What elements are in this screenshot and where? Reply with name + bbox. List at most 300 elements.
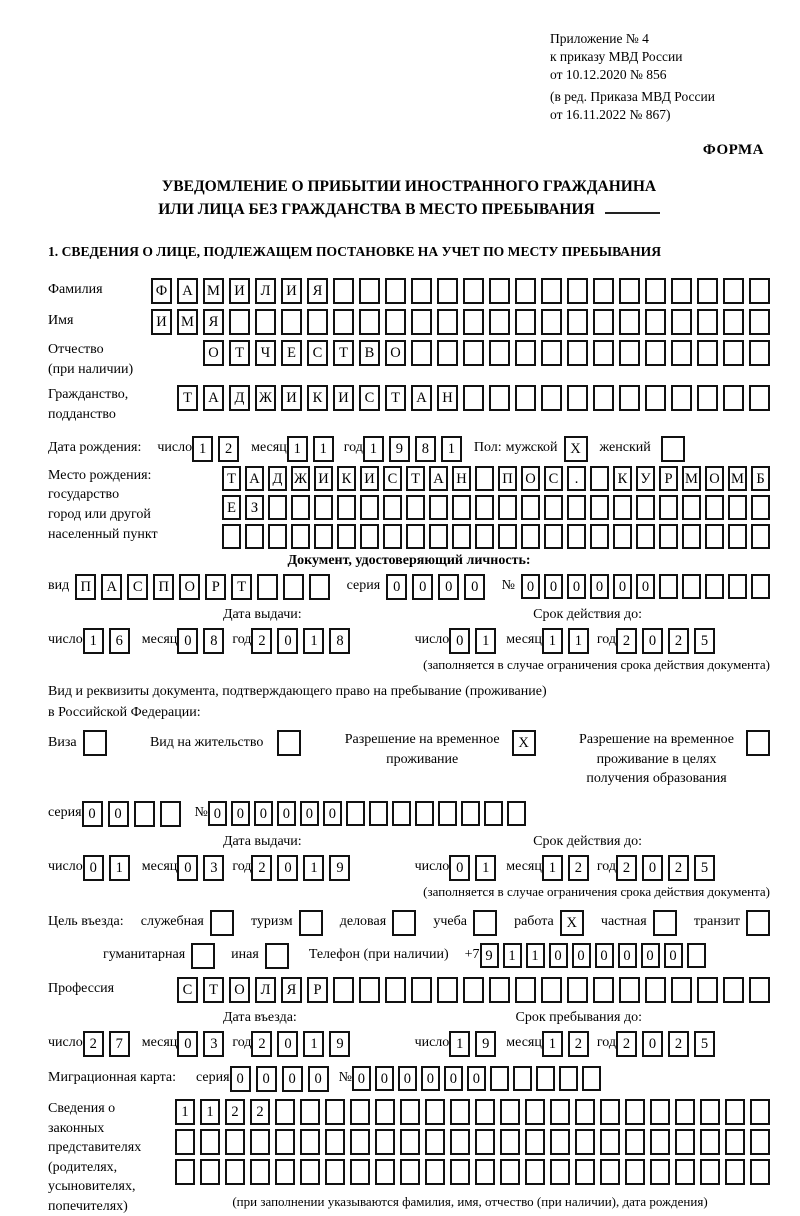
- char-box[interactable]: 8: [203, 628, 224, 654]
- char-box[interactable]: [613, 524, 632, 549]
- char-box[interactable]: [415, 801, 434, 826]
- char-box[interactable]: 9: [329, 1031, 350, 1057]
- char-box[interactable]: 0: [613, 574, 632, 599]
- char-box[interactable]: И: [314, 466, 333, 491]
- char-box[interactable]: [275, 1129, 295, 1155]
- char-box[interactable]: [385, 309, 406, 335]
- char-box[interactable]: С: [383, 466, 402, 491]
- char-box[interactable]: К: [613, 466, 632, 491]
- char-box[interactable]: [567, 340, 588, 366]
- char-box[interactable]: [525, 1099, 545, 1125]
- char-box[interactable]: 0: [444, 1066, 463, 1091]
- char-box[interactable]: 2: [83, 1031, 104, 1057]
- char-box[interactable]: [590, 466, 609, 491]
- char-box[interactable]: [636, 524, 655, 549]
- char-box[interactable]: [645, 340, 666, 366]
- char-box[interactable]: [671, 977, 692, 1003]
- char-box[interactable]: [359, 278, 380, 304]
- char-box[interactable]: 0: [449, 855, 470, 881]
- char-box[interactable]: [325, 1099, 345, 1125]
- char-box[interactable]: [682, 574, 701, 599]
- char-box[interactable]: [300, 1099, 320, 1125]
- char-box[interactable]: [671, 385, 692, 411]
- char-box[interactable]: [593, 278, 614, 304]
- char-box[interactable]: [575, 1099, 595, 1125]
- char-box[interactable]: [500, 1129, 520, 1155]
- char-box[interactable]: [337, 524, 356, 549]
- char-box[interactable]: 6: [109, 628, 130, 654]
- char-box[interactable]: [550, 1099, 570, 1125]
- checkbox-purpose-business[interactable]: [392, 910, 416, 936]
- char-box[interactable]: [333, 309, 354, 335]
- char-box[interactable]: О: [203, 340, 224, 366]
- char-box[interactable]: [255, 309, 276, 335]
- char-box[interactable]: [383, 524, 402, 549]
- char-box[interactable]: [513, 1066, 532, 1091]
- char-box[interactable]: Я: [281, 977, 302, 1003]
- char-box[interactable]: 1: [313, 436, 334, 462]
- char-box[interactable]: О: [521, 466, 540, 491]
- char-box[interactable]: 8: [415, 436, 436, 462]
- char-box[interactable]: [525, 1129, 545, 1155]
- char-box[interactable]: [728, 574, 747, 599]
- char-box[interactable]: А: [177, 278, 198, 304]
- char-box[interactable]: [490, 1066, 509, 1091]
- char-box[interactable]: [541, 385, 562, 411]
- char-box[interactable]: Н: [452, 466, 471, 491]
- char-box[interactable]: [463, 977, 484, 1003]
- char-box[interactable]: [281, 309, 302, 335]
- char-box[interactable]: 1: [303, 1031, 324, 1057]
- char-box[interactable]: 0: [521, 574, 540, 599]
- char-box[interactable]: К: [307, 385, 328, 411]
- char-box[interactable]: [498, 524, 517, 549]
- char-box[interactable]: .: [567, 466, 586, 491]
- char-box[interactable]: А: [245, 466, 264, 491]
- char-box[interactable]: П: [498, 466, 517, 491]
- char-box[interactable]: [675, 1159, 695, 1185]
- char-box[interactable]: Т: [177, 385, 198, 411]
- checkbox-purpose-study[interactable]: [473, 910, 497, 936]
- char-box[interactable]: 0: [664, 943, 683, 968]
- char-box[interactable]: [697, 278, 718, 304]
- char-box[interactable]: 1: [303, 628, 324, 654]
- char-box[interactable]: Р: [659, 466, 678, 491]
- char-box[interactable]: [515, 340, 536, 366]
- char-box[interactable]: [383, 495, 402, 520]
- char-box[interactable]: 5: [694, 1031, 715, 1057]
- checkbox-temp-residence-education[interactable]: [746, 730, 770, 756]
- char-box[interactable]: 0: [352, 1066, 371, 1091]
- char-box[interactable]: Л: [255, 278, 276, 304]
- char-box[interactable]: [268, 524, 287, 549]
- char-box[interactable]: [705, 574, 724, 599]
- char-box[interactable]: С: [307, 340, 328, 366]
- char-box[interactable]: [682, 524, 701, 549]
- char-box[interactable]: 0: [642, 855, 663, 881]
- checkbox-purpose-private[interactable]: [653, 910, 677, 936]
- checkbox-visa[interactable]: [83, 730, 107, 756]
- char-box[interactable]: 1: [542, 1031, 563, 1057]
- char-box[interactable]: 1: [192, 436, 213, 462]
- checkbox-purpose-work[interactable]: X: [560, 910, 584, 936]
- char-box[interactable]: [160, 801, 181, 827]
- char-box[interactable]: 8: [329, 628, 350, 654]
- char-box[interactable]: [498, 495, 517, 520]
- char-box[interactable]: [429, 524, 448, 549]
- char-box[interactable]: [749, 385, 770, 411]
- char-box[interactable]: [346, 801, 365, 826]
- char-box[interactable]: 0: [300, 801, 319, 826]
- char-box[interactable]: 2: [668, 855, 689, 881]
- char-box[interactable]: М: [682, 466, 701, 491]
- char-box[interactable]: А: [101, 574, 122, 600]
- checkbox-purpose-other[interactable]: [265, 943, 289, 969]
- char-box[interactable]: [360, 495, 379, 520]
- char-box[interactable]: [350, 1099, 370, 1125]
- char-box[interactable]: Т: [222, 466, 241, 491]
- char-box[interactable]: [375, 1159, 395, 1185]
- char-box[interactable]: [463, 278, 484, 304]
- char-box[interactable]: 0: [567, 574, 586, 599]
- char-box[interactable]: [225, 1129, 245, 1155]
- char-box[interactable]: [325, 1159, 345, 1185]
- char-box[interactable]: 1: [475, 855, 496, 881]
- char-box[interactable]: [567, 524, 586, 549]
- char-box[interactable]: 0: [108, 801, 129, 827]
- char-box[interactable]: [406, 495, 425, 520]
- char-box[interactable]: [725, 1099, 745, 1125]
- char-box[interactable]: С: [544, 466, 563, 491]
- char-box[interactable]: М: [177, 309, 198, 335]
- char-box[interactable]: [200, 1129, 220, 1155]
- char-box[interactable]: [751, 495, 770, 520]
- checkbox-purpose-official[interactable]: [210, 910, 234, 936]
- char-box[interactable]: [500, 1159, 520, 1185]
- char-box[interactable]: И: [281, 385, 302, 411]
- char-box[interactable]: 0: [177, 1031, 198, 1057]
- char-box[interactable]: [749, 977, 770, 1003]
- char-box[interactable]: [749, 340, 770, 366]
- char-box[interactable]: [461, 801, 480, 826]
- char-box[interactable]: С: [127, 574, 148, 600]
- char-box[interactable]: [489, 309, 510, 335]
- char-box[interactable]: [425, 1099, 445, 1125]
- char-box[interactable]: [314, 524, 333, 549]
- char-box[interactable]: 0: [421, 1066, 440, 1091]
- char-box[interactable]: [475, 1159, 495, 1185]
- char-box[interactable]: [229, 309, 250, 335]
- char-box[interactable]: [675, 1099, 695, 1125]
- char-box[interactable]: [475, 1099, 495, 1125]
- char-box[interactable]: О: [385, 340, 406, 366]
- char-box[interactable]: [134, 801, 155, 827]
- char-box[interactable]: 0: [277, 801, 296, 826]
- char-box[interactable]: [521, 524, 540, 549]
- char-box[interactable]: [463, 309, 484, 335]
- char-box[interactable]: 2: [225, 1099, 245, 1125]
- char-box[interactable]: Б: [751, 466, 770, 491]
- char-box[interactable]: [544, 495, 563, 520]
- char-box[interactable]: [536, 1066, 555, 1091]
- char-box[interactable]: Р: [205, 574, 226, 600]
- char-box[interactable]: 0: [636, 574, 655, 599]
- char-box[interactable]: 0: [82, 801, 103, 827]
- char-box[interactable]: [450, 1129, 470, 1155]
- char-box[interactable]: И: [360, 466, 379, 491]
- char-box[interactable]: [350, 1159, 370, 1185]
- char-box[interactable]: [175, 1129, 195, 1155]
- char-box[interactable]: [359, 309, 380, 335]
- char-box[interactable]: [515, 309, 536, 335]
- char-box[interactable]: [725, 1129, 745, 1155]
- char-box[interactable]: Ф: [151, 278, 172, 304]
- char-box[interactable]: [450, 1099, 470, 1125]
- char-box[interactable]: 2: [250, 1099, 270, 1125]
- char-box[interactable]: [645, 278, 666, 304]
- char-box[interactable]: И: [333, 385, 354, 411]
- char-box[interactable]: [687, 943, 706, 968]
- char-box[interactable]: [275, 1159, 295, 1185]
- char-box[interactable]: 0: [323, 801, 342, 826]
- char-box[interactable]: [600, 1099, 620, 1125]
- char-box[interactable]: [559, 1066, 578, 1091]
- char-box[interactable]: [385, 278, 406, 304]
- char-box[interactable]: Н: [437, 385, 458, 411]
- char-box[interactable]: [515, 278, 536, 304]
- char-box[interactable]: [463, 340, 484, 366]
- char-box[interactable]: [425, 1129, 445, 1155]
- char-box[interactable]: 0: [572, 943, 591, 968]
- char-box[interactable]: [359, 977, 380, 1003]
- char-box[interactable]: 2: [568, 855, 589, 881]
- char-box[interactable]: 1: [449, 1031, 470, 1057]
- char-box[interactable]: [567, 385, 588, 411]
- char-box[interactable]: [593, 340, 614, 366]
- char-box[interactable]: [750, 1129, 770, 1155]
- char-box[interactable]: 0: [282, 1066, 303, 1092]
- checkbox-male[interactable]: X: [564, 436, 588, 462]
- char-box[interactable]: [659, 495, 678, 520]
- char-box[interactable]: [671, 278, 692, 304]
- char-box[interactable]: [593, 309, 614, 335]
- char-box[interactable]: А: [429, 466, 448, 491]
- char-box[interactable]: [705, 495, 724, 520]
- char-box[interactable]: [375, 1129, 395, 1155]
- char-box[interactable]: П: [153, 574, 174, 600]
- char-box[interactable]: [544, 524, 563, 549]
- char-box[interactable]: [437, 278, 458, 304]
- char-box[interactable]: 1: [287, 436, 308, 462]
- char-box[interactable]: С: [359, 385, 380, 411]
- char-box[interactable]: 0: [641, 943, 660, 968]
- char-box[interactable]: [314, 495, 333, 520]
- char-box[interactable]: [650, 1159, 670, 1185]
- char-box[interactable]: [411, 309, 432, 335]
- char-box[interactable]: [300, 1129, 320, 1155]
- char-box[interactable]: [437, 340, 458, 366]
- char-box[interactable]: 0: [375, 1066, 394, 1091]
- char-box[interactable]: [541, 278, 562, 304]
- char-box[interactable]: Т: [203, 977, 224, 1003]
- char-box[interactable]: [697, 309, 718, 335]
- char-box[interactable]: 1: [526, 943, 545, 968]
- char-box[interactable]: [567, 309, 588, 335]
- char-box[interactable]: 0: [449, 628, 470, 654]
- char-box[interactable]: Т: [333, 340, 354, 366]
- char-box[interactable]: 2: [251, 855, 272, 881]
- char-box[interactable]: 1: [363, 436, 384, 462]
- char-box[interactable]: [723, 309, 744, 335]
- char-box[interactable]: [619, 309, 640, 335]
- char-box[interactable]: [350, 1129, 370, 1155]
- char-box[interactable]: [307, 309, 328, 335]
- char-box[interactable]: [541, 309, 562, 335]
- char-box[interactable]: 0: [595, 943, 614, 968]
- char-box[interactable]: Е: [281, 340, 302, 366]
- checkbox-purpose-humanitarian[interactable]: [191, 943, 215, 969]
- char-box[interactable]: 0: [642, 1031, 663, 1057]
- char-box[interactable]: 5: [694, 855, 715, 881]
- char-box[interactable]: [723, 385, 744, 411]
- char-box[interactable]: 0: [83, 855, 104, 881]
- char-box[interactable]: [749, 309, 770, 335]
- char-box[interactable]: [619, 977, 640, 1003]
- char-box[interactable]: [567, 977, 588, 1003]
- char-box[interactable]: [225, 1159, 245, 1185]
- char-box[interactable]: С: [177, 977, 198, 1003]
- char-box[interactable]: У: [636, 466, 655, 491]
- char-box[interactable]: [700, 1099, 720, 1125]
- char-box[interactable]: [625, 1099, 645, 1125]
- char-box[interactable]: [541, 340, 562, 366]
- char-box[interactable]: О: [179, 574, 200, 600]
- char-box[interactable]: [333, 278, 354, 304]
- char-box[interactable]: [425, 1159, 445, 1185]
- char-box[interactable]: [613, 495, 632, 520]
- char-box[interactable]: [575, 1159, 595, 1185]
- char-box[interactable]: 0: [277, 855, 298, 881]
- char-box[interactable]: [567, 278, 588, 304]
- char-box[interactable]: К: [337, 466, 356, 491]
- char-box[interactable]: [515, 385, 536, 411]
- char-box[interactable]: [525, 1159, 545, 1185]
- char-box[interactable]: Ж: [291, 466, 310, 491]
- char-box[interactable]: [507, 801, 526, 826]
- char-box[interactable]: Т: [385, 385, 406, 411]
- char-box[interactable]: [671, 309, 692, 335]
- char-box[interactable]: 1: [441, 436, 462, 462]
- char-box[interactable]: А: [411, 385, 432, 411]
- char-box[interactable]: [750, 1159, 770, 1185]
- char-box[interactable]: [257, 574, 278, 600]
- char-box[interactable]: [650, 1129, 670, 1155]
- char-box[interactable]: З: [245, 495, 264, 520]
- char-box[interactable]: [291, 495, 310, 520]
- char-box[interactable]: [375, 1099, 395, 1125]
- char-box[interactable]: [489, 385, 510, 411]
- checkbox-purpose-tourism[interactable]: [299, 910, 323, 936]
- char-box[interactable]: [750, 1099, 770, 1125]
- char-box[interactable]: 2: [616, 855, 637, 881]
- char-box[interactable]: [500, 1099, 520, 1125]
- char-box[interactable]: [283, 574, 304, 600]
- char-box[interactable]: 3: [203, 1031, 224, 1057]
- char-box[interactable]: [463, 385, 484, 411]
- char-box[interactable]: [751, 524, 770, 549]
- char-box[interactable]: 9: [329, 855, 350, 881]
- char-box[interactable]: [250, 1129, 270, 1155]
- char-box[interactable]: 0: [254, 801, 273, 826]
- char-box[interactable]: 1: [109, 855, 130, 881]
- char-box[interactable]: 1: [475, 628, 496, 654]
- char-box[interactable]: [489, 340, 510, 366]
- char-box[interactable]: [300, 1159, 320, 1185]
- char-box[interactable]: [515, 977, 536, 1003]
- char-box[interactable]: [489, 278, 510, 304]
- char-box[interactable]: Ч: [255, 340, 276, 366]
- char-box[interactable]: [385, 977, 406, 1003]
- char-box[interactable]: И: [229, 278, 250, 304]
- char-box[interactable]: [452, 495, 471, 520]
- char-box[interactable]: 0: [230, 1066, 251, 1092]
- char-box[interactable]: 1: [303, 855, 324, 881]
- char-box[interactable]: [659, 574, 678, 599]
- char-box[interactable]: [600, 1159, 620, 1185]
- char-box[interactable]: [438, 801, 457, 826]
- char-box[interactable]: [475, 1129, 495, 1155]
- char-box[interactable]: Т: [229, 340, 250, 366]
- char-box[interactable]: [452, 524, 471, 549]
- char-box[interactable]: 3: [203, 855, 224, 881]
- char-box[interactable]: [475, 524, 494, 549]
- char-box[interactable]: М: [728, 466, 747, 491]
- char-box[interactable]: 1: [568, 628, 589, 654]
- char-box[interactable]: А: [203, 385, 224, 411]
- char-box[interactable]: [697, 385, 718, 411]
- char-box[interactable]: [337, 495, 356, 520]
- char-box[interactable]: [406, 524, 425, 549]
- char-box[interactable]: [411, 340, 432, 366]
- char-box[interactable]: [268, 495, 287, 520]
- char-box[interactable]: 2: [668, 628, 689, 654]
- char-box[interactable]: Я: [203, 309, 224, 335]
- char-box[interactable]: [250, 1159, 270, 1185]
- char-box[interactable]: Ж: [255, 385, 276, 411]
- char-box[interactable]: [392, 801, 411, 826]
- char-box[interactable]: О: [705, 466, 724, 491]
- char-box[interactable]: 1: [175, 1099, 195, 1125]
- char-box[interactable]: М: [203, 278, 224, 304]
- char-box[interactable]: [450, 1159, 470, 1185]
- char-box[interactable]: 9: [475, 1031, 496, 1057]
- char-box[interactable]: 0: [618, 943, 637, 968]
- char-box[interactable]: [489, 977, 510, 1003]
- char-box[interactable]: [400, 1129, 420, 1155]
- char-box[interactable]: Т: [406, 466, 425, 491]
- char-box[interactable]: [619, 340, 640, 366]
- char-box[interactable]: [175, 1159, 195, 1185]
- char-box[interactable]: [650, 1099, 670, 1125]
- char-box[interactable]: [697, 340, 718, 366]
- checkbox-residence-permit[interactable]: [277, 730, 301, 756]
- char-box[interactable]: [325, 1129, 345, 1155]
- char-box[interactable]: 0: [177, 628, 198, 654]
- char-box[interactable]: [333, 977, 354, 1003]
- char-box[interactable]: [682, 495, 701, 520]
- char-box[interactable]: 0: [256, 1066, 277, 1092]
- char-box[interactable]: [484, 801, 503, 826]
